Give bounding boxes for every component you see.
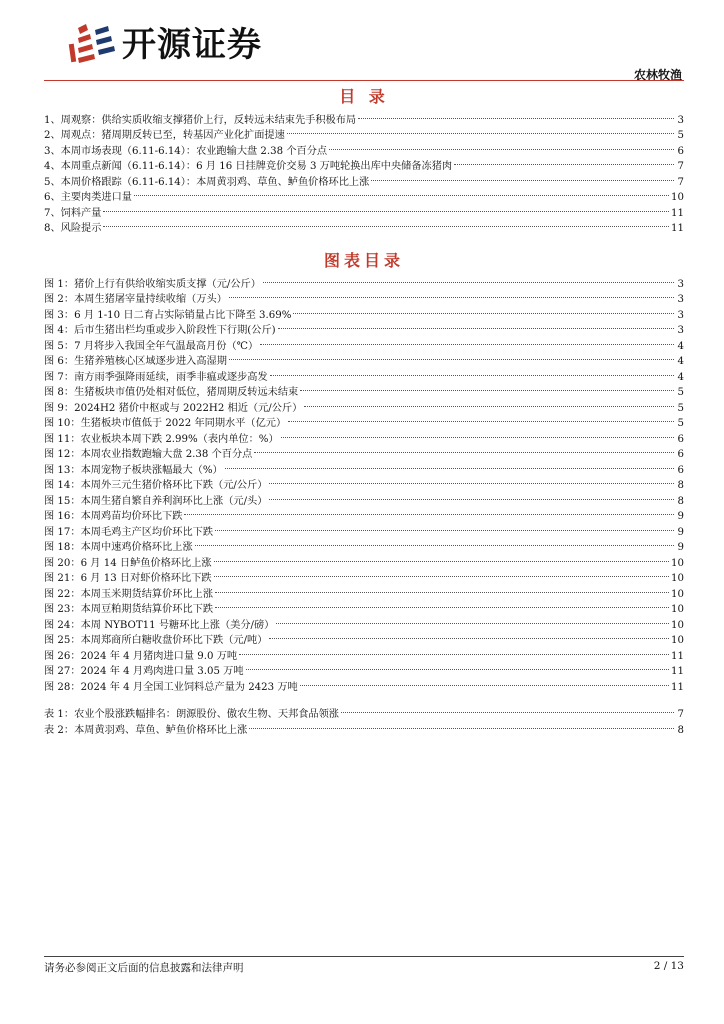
entry-page: 3 [677,309,684,321]
entry-title: 南方雨季强降雨延续，雨季非瘟或逐步高发 [74,371,268,383]
footer-divider [44,956,684,957]
entry-number: 图 6： [44,356,75,367]
entry-number: 图 27： [44,666,81,677]
entry-number: 图 11： [44,433,81,445]
entry-number: 图 4： [44,325,75,336]
entry-page: 4 [677,356,684,367]
entry-number: 7、 [44,207,61,219]
entry-title: 本周价格跟踪（6.11-6.14）：本周黄羽鸡、草鱼、鲈鱼价格环比上涨 [60,176,370,188]
entry-page: 5 [677,402,684,414]
leader-dots [260,328,674,345]
entry-title: 7 月将步入我国全年气温最高月份（℃） [74,340,259,352]
entry-title: 2024 年 4 月猪肉进口量 9.0 万吨 [80,650,238,662]
entry-page: 3 [677,294,684,305]
leader-dots [246,654,669,671]
entry-page: 6 [677,464,684,476]
entry-number: 图 14： [44,480,81,491]
entry-number: 图 7： [44,371,75,383]
entry-number: 图 10： [44,418,81,429]
leader-dots [263,266,674,283]
entry-title: 主要肉类进口量 [60,192,132,203]
leader-dots [215,514,674,531]
entry-number: 图 28： [44,681,81,693]
entry-number: 图 21： [44,573,81,584]
page-header [44,14,684,82]
sector-label: 农林牧渔 [633,68,682,82]
entry-title: 本周生猪自繁自养利润环比上涨（元/头） [80,495,268,507]
leader-dots [269,483,674,500]
entry-title: 本周 NYBOT11 号糖环比上涨（美分/磅） [80,619,275,631]
leader-dots [103,211,669,228]
leader-dots [225,452,674,469]
entry-number: 图 13： [44,464,81,476]
entry-page: 11 [671,650,684,662]
entry-title: 周观点：猪周期反转已至，转基因产业化扩面提速 [60,130,285,141]
entry-number: 图 12： [44,449,81,460]
entry-page: 9 [677,526,684,538]
leader-dots [300,375,674,392]
entry-page: 11 [671,223,684,234]
entry-title: 周观察：供给实质收缩支撑猪价上行，反转远未结束先手积极布局 [60,114,357,126]
entry-title: 6 月 13 日对虾价格环比下跌 [80,573,212,584]
entry-page: 5 [677,130,684,141]
entry-page: 9 [677,542,684,553]
leader-dots [249,712,674,729]
toc-title: 目 录 [339,87,389,106]
entry-number: 6、 [44,192,61,203]
entry-number: 表 2： [44,724,75,736]
entry-page: 5 [677,387,684,398]
entry-number: 8、 [44,223,61,234]
leader-dots [281,421,674,438]
entry-title: 2024 年 4 月鸡肉进口量 3.05 万吨 [80,666,244,677]
entry-page: 6 [677,145,684,157]
entry-page: 3 [677,278,684,290]
entry-page: 10 [671,573,684,584]
leader-dots [214,545,669,562]
entry-number: 图 16： [44,511,81,522]
entry-page: 4 [677,340,684,352]
entry-title: 生猪养殖核心区域逐步进入高湿期 [74,356,227,367]
entry-page: 3 [677,114,684,126]
entry-number: 图 26： [44,650,81,662]
entry-page: 7 [677,176,684,188]
leader-dots [371,164,674,181]
footer-disclaimer: 请务必参阅正文后面的信息披露和法律声明 [44,962,244,974]
entry-number: 图 17： [44,526,81,538]
entry-title: 本周农业指数跑输大盘 2.38 个百分点 [80,449,253,460]
leader-dots [239,638,669,655]
leader-dots [215,592,669,609]
entry-page: 10 [671,604,684,615]
entry-page: 3 [677,325,684,336]
leader-dots [184,499,674,516]
leader-dots [254,437,674,454]
entry-page: 10 [671,635,684,646]
entry-title: 本周鸡苗均价环比下跌 [80,511,183,522]
entry-number: 图 20： [44,557,81,569]
entry-number: 图 15： [44,495,81,507]
leader-dots [288,406,674,423]
leader-dots [454,149,674,166]
company-name: 开源证券 [122,25,262,65]
entry-title: 生猪板块市值仍处相对低位，猪周期反转远未结束 [74,387,299,398]
entry-number: 2、 [44,130,61,141]
entry-title: 本周黄羽鸡、草鱼、鲈鱼价格环比上涨 [74,724,248,736]
leader-dots [195,530,674,547]
entry-page: 10 [671,619,684,631]
entry-page: 9 [677,511,684,522]
entry-title: 风险提示 [60,223,102,234]
entry-number: 图 22： [44,588,81,600]
leader-dots [329,133,674,150]
leader-dots [358,102,674,119]
company-logo [64,20,262,70]
entry-title: 生猪板块市值低于 2022 年同期水平（亿元） [80,418,287,429]
leader-dots [341,697,674,714]
entry-page: 10 [671,588,684,600]
entry-number: 图 24： [44,619,81,631]
entry-page: 6 [677,433,684,445]
leader-dots [214,561,669,578]
entry-page: 10 [671,192,684,203]
entry-number: 图 5： [44,340,75,352]
entry-title: 2024 年 4 月全国工业饲料总产量为 2423 万吨 [80,681,298,693]
entry-title: 本周外三元生猪价格环比下跌（元/公斤） [80,480,268,491]
entry-page: 7 [677,709,684,720]
entry-title: 6 月 14 日鲈鱼价格环比上涨 [80,557,212,569]
toc-list [44,106,684,234]
entry-number: 图 3： [44,309,75,321]
entry-title: 本周宠物子板块涨幅最大（%） [80,464,223,476]
entry-number: 4、 [44,161,61,172]
entry-title: 6 月 1-10 日二育占实际销量占比下降至 3.69% [74,309,292,321]
entry-title: 本周玉米期货结算价环比上涨 [80,588,214,600]
entry-number: 3、 [44,145,61,157]
entry-page: 6 [677,449,684,460]
entry-page: 7 [677,161,684,172]
entry-title: 饲料产量 [60,207,102,219]
header-divider [44,80,684,81]
toc-entry[interactable] [44,215,684,234]
entry-title: 本周生猪屠宰量持续收缩（万头） [74,294,227,305]
entry-title: 本周郑商所白糖收盘价环比下跌（元/吨） [80,635,268,646]
leader-dots [278,313,674,330]
leader-dots [269,623,669,640]
entry-title: 猪价上行有供给收缩实质支撑（元/公斤） [74,278,261,290]
entry-number: 图 25： [44,635,81,646]
company-logo-icon [64,20,118,70]
entry-page: 10 [671,557,684,569]
entry-number: 图 23： [44,604,81,615]
entry-page: 11 [671,681,684,693]
entry-title: 本周中速鸡价格环比上涨 [80,542,193,553]
entry-page: 5 [677,418,684,429]
page-number: 2 / 13 [653,960,684,972]
leader-dots [287,118,674,135]
leader-dots [229,344,674,361]
entry-number: 图 1： [44,278,75,290]
entry-number: 表 1： [44,709,75,720]
entry-title: 后市生猪出栏均重或步入阶段性下行期(公斤) [74,325,276,336]
leader-dots [229,282,674,299]
entry-title: 本周市场表现（6.11-6.14）：农业跑输大盘 2.38 个百分点 [60,145,328,157]
entry-title: 2024H2 猪价中枢或与 2022H2 相近（元/公斤） [74,402,303,414]
figures-list [44,270,684,736]
entry-number: 1、 [44,114,61,126]
entry-page: 8 [677,480,684,491]
leader-dots [300,669,669,686]
entry-title: 农业个股涨跌幅排名：朗源股份、傲农生物、天邦食品领涨 [74,709,339,720]
entry-number: 图 8： [44,387,75,398]
entry-page: 11 [671,666,684,677]
entry-title: 农业板块本周下跌 2.99%（表内单位：%） [80,433,279,445]
leader-dots [270,359,674,376]
entry-title: 本周豆粕期货结算价环比下跌 [80,604,214,615]
entry-number: 图 2： [44,294,75,305]
entry-page: 4 [677,371,684,383]
figures-title: 图表目录 [323,251,404,270]
leader-dots [276,607,669,624]
entry-number: 图 9： [44,402,75,414]
entry-title: 本周重点新闻（6.11-6.14）：6 月 16 日挂牌竞价交易 3 万吨轮换出库中央储备冻猪肉 [60,161,453,172]
entry-page: 11 [671,207,684,219]
leader-dots [215,576,669,593]
entry-page: 8 [677,724,684,736]
entry-title: 本周毛鸡主产区均价环比下跌 [80,526,214,538]
leader-dots [103,195,669,212]
leader-dots [134,180,669,197]
leader-dots [293,297,674,314]
leader-dots [304,390,674,407]
leader-dots [269,468,674,485]
entry-number: 5、 [44,176,61,188]
entry-page: 8 [677,495,684,507]
entry-number: 图 18： [44,542,81,553]
